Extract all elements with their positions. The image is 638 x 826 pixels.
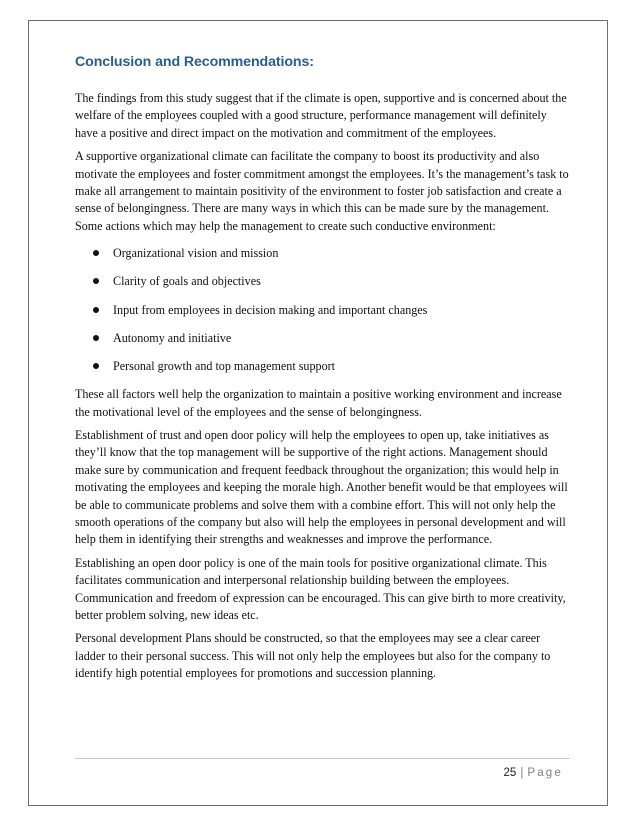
paragraph-3: These all factors well help the organization to maintain a positive working environment and increase the motivational level of the employees and the sense of belongingness.	[75, 387, 562, 419]
paragraph-5: Establishing an open door policy is one of the main tools for positive organizational climate. This facilitates communication and interpersonal relationship building between the employees. Communication and freedom of expression can be encouraged. This can give birth to more creativity, better problem solving, new ideas etc.	[75, 555, 566, 623]
paragraph-4: Establishment of trust and open door policy will help the employees to open up, take initiatives as they’ll know that the top management will be supportive of the right actions. Management should make sure by communication and frequent feedback throughout the organization; this would help in motivating the employees and keeping the morale high. Another benefit would be that employees will be able to communicate problems and solve them with a combine effort. This will not only help the smooth operations of the company but also will help the employees in personal development and will help them in identifying their strengths and weaknesses and improve the performance.	[75, 428, 568, 547]
bullet-dot-icon	[93, 250, 99, 256]
page-number: 25	[503, 767, 517, 779]
bullet-text: Clarity of goals and objectives	[113, 274, 261, 289]
bullet-item	[75, 330, 570, 347]
bullet-item	[75, 358, 570, 375]
bullet-item	[75, 302, 570, 319]
page-label: Page	[527, 767, 563, 779]
bullet-item	[75, 245, 570, 262]
bullet-dot-icon	[93, 335, 99, 341]
bullet-dot-icon	[93, 278, 99, 284]
bullet-text: Organizational vision and mission	[113, 246, 279, 261]
section-heading: Conclusion and Recommendations:	[75, 54, 314, 70]
page-footer	[504, 767, 563, 779]
bullet-text: Input from employees in decision making and important changes	[113, 302, 428, 317]
bullet-item	[75, 273, 570, 290]
paragraph-6: Personal development Plans should be constructed, so that the employees may see a clear career ladder to their personal success. This will not only help the employees but also for the company to identify high potential employees for promotions and succession planning.	[75, 631, 551, 681]
footer-separator: |	[520, 767, 524, 779]
document-body	[75, 54, 570, 689]
paragraph-2: A supportive organizational climate can facilitate the company to boost its productivity and also motivate the employees and foster commitment amongst the employees. It’s the management’s task to make all arrangement to maintain positivity of the environment to foster job satisfaction and create a sense of belongingness. There are many ways in which this can be made sure by the management. Some actions which may help the management to create such conductive environment:	[75, 149, 569, 233]
bullet-dot-icon	[93, 307, 99, 313]
bullet-text: Autonomy and initiative	[113, 330, 232, 345]
bullet-list	[75, 245, 570, 375]
paragraph-1: The findings from this study suggest that if the climate is open, supportive and is concerned about the welfare of the employees coupled with a good structure, performance management will definitely have a positive and direct impact on the motivation and commitment of the employees.	[75, 91, 567, 140]
bullet-dot-icon	[93, 363, 99, 369]
bullet-text: Personal growth and top management support	[113, 359, 336, 373]
footer-divider	[75, 758, 570, 759]
